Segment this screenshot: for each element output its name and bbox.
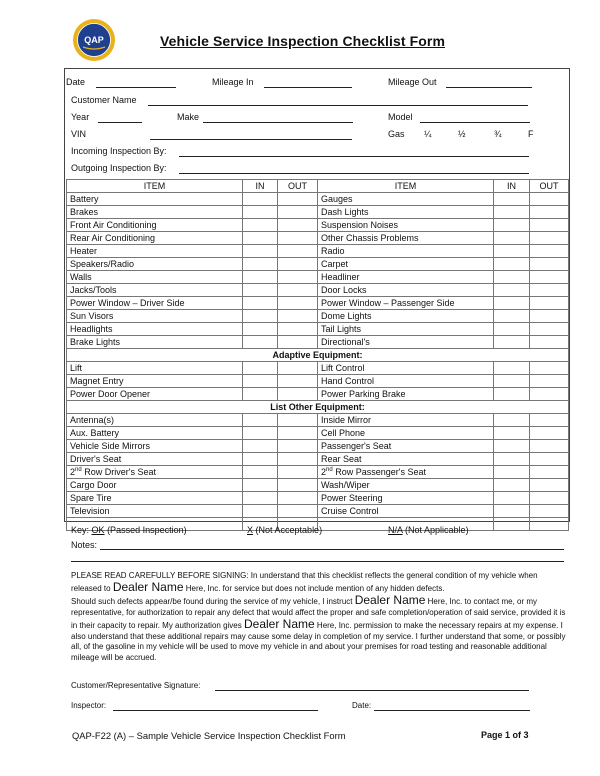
check-in-left[interactable] [243,336,278,349]
check-out-left[interactable] [278,414,318,427]
item-right: Suspension Noises [318,219,494,232]
check-in-left[interactable] [243,492,278,505]
col-out-left: OUT [278,180,318,193]
check-in-left[interactable] [243,427,278,440]
check-in-left[interactable] [243,271,278,284]
model-field[interactable] [420,114,530,123]
item-label: Row Driver's Seat [84,467,156,477]
check-in-left[interactable] [243,284,278,297]
check-in-right[interactable] [494,323,530,336]
item-right: Other Chassis Problems [318,232,494,245]
table-row [67,310,569,323]
table-row [67,323,569,336]
incoming-label: Incoming Inspection By: [71,146,167,156]
check-in-right[interactable] [494,310,530,323]
check-in-left[interactable] [243,245,278,258]
item-right: Door Locks [318,284,494,297]
mileage-in-label: Mileage In [212,77,254,87]
check-in-left[interactable] [243,466,278,479]
col-in-right: IN [494,180,530,193]
check-in-right[interactable] [494,219,530,232]
dealer-name-1: Dealer Name [112,579,184,594]
key-ok-desc: (Passed Inspection) [107,525,187,535]
item-right: Dash Lights [318,206,494,219]
check-out-left[interactable] [278,310,318,323]
mileage-out-label: Mileage Out [388,77,437,87]
check-in-left[interactable] [243,193,278,206]
dealer-name-3: Dealer Name [243,616,315,631]
table-row [67,245,569,258]
customer-signature-line[interactable] [215,690,529,691]
item-label: Row Passenger's Seat [335,467,426,477]
table-row [67,479,569,492]
inspector-line[interactable] [113,710,318,711]
check-in-right[interactable] [494,336,530,349]
check-in-left[interactable] [243,375,278,388]
col-in-left: IN [243,180,278,193]
check-in-right[interactable] [494,492,530,505]
check-out-right[interactable] [530,323,569,336]
table-row [67,258,569,271]
item-left: Rear Air Conditioning [67,232,243,245]
gas-label: Gas [388,129,405,139]
check-in-right[interactable] [494,297,530,310]
check-out-right[interactable] [530,271,569,284]
table-row [67,284,569,297]
item-right: Directional's [318,336,494,349]
check-in-right[interactable] [494,362,530,375]
notes-label: Notes: [71,540,98,550]
customer-signature-label: Customer/Representative Signature: [71,681,201,690]
year-label: Year [71,112,90,122]
check-out-left[interactable] [278,206,318,219]
model-label: Model [388,112,413,122]
check-out-left[interactable] [278,336,318,349]
item-left: Driver's Seat [67,453,243,466]
key-legend [71,525,187,535]
item-left: Front Air Conditioning [67,219,243,232]
check-out-left[interactable] [278,258,318,271]
check-out-right[interactable] [530,453,569,466]
notes-line-2[interactable] [71,561,564,562]
check-in-left[interactable] [243,440,278,453]
gas-full[interactable]: F [528,129,534,139]
page-title: Vehicle Service Inspection Checklist Form [160,33,445,49]
ordinal-suffix: nd [75,467,82,473]
check-in-left[interactable] [243,206,278,219]
check-in-left[interactable] [243,362,278,375]
item-left: 2nd Row Driver's Seat [67,466,243,479]
check-in-right[interactable] [494,375,530,388]
col-item-left: ITEM [67,180,243,193]
check-out-left[interactable] [278,388,318,401]
outgoing-label: Outgoing Inspection By: [71,163,167,173]
check-in-right[interactable] [494,271,530,284]
table-row [67,427,569,440]
item-left: Battery [67,193,243,206]
check-in-right[interactable] [494,193,530,206]
legal-p2b: Here, Inc. to contact me, or my representative, for authorization to repair any defect that would affect the proper and safe completion/operation of said service, provided it is in their capacity to repair. My authorization gives [71,596,566,630]
check-in-right[interactable] [494,505,530,518]
check-out-right[interactable] [530,414,569,427]
table-row [67,232,569,245]
check-out-right[interactable] [530,258,569,271]
check-out-left[interactable] [278,271,318,284]
check-in-right[interactable] [494,206,530,219]
item-right: Inside Mirror [318,414,494,427]
check-out-left[interactable] [278,219,318,232]
legal-p1a: PLEASE READ CAREFULLY BEFORE SIGNING: In understand that this checklist reflects the general condition of my vehicle when released to [71,571,538,593]
key-ok: OK [91,525,105,535]
table-row [67,414,569,427]
item-left: Brake Lights [67,336,243,349]
incoming-field[interactable] [179,148,529,157]
check-out-right[interactable] [530,284,569,297]
table-row [67,453,569,466]
check-out-right[interactable] [530,206,569,219]
date-signature-label: Date: [352,701,372,710]
check-out-left[interactable] [278,193,318,206]
table-row [67,219,569,232]
other-title: List Other Equipment: [67,401,569,414]
date-signature-line[interactable] [374,710,530,711]
qap-logo [72,18,116,62]
check-in-right[interactable] [494,245,530,258]
check-out-left[interactable] [278,479,318,492]
make-field[interactable] [203,114,353,123]
gas-quarter[interactable]: ¼ [424,129,432,139]
item-right: Cruise Control [318,505,494,518]
item-left: Power Window – Driver Side [67,297,243,310]
check-in-left[interactable] [243,219,278,232]
item-right: Cell Phone [318,427,494,440]
check-in-left[interactable] [243,323,278,336]
year-field[interactable] [98,114,142,123]
item-left: Television [67,505,243,518]
adaptive-section [67,349,569,362]
check-out-right[interactable] [530,336,569,349]
check-out-right[interactable] [530,440,569,453]
vin-field[interactable] [150,131,352,140]
check-out-left[interactable] [278,440,318,453]
mileage-in-field[interactable] [264,79,352,88]
item-left: Speakers/Radio [67,258,243,271]
ordinal-suffix: nd [326,467,333,473]
check-out-left[interactable] [278,492,318,505]
key-label: Key: [71,525,90,535]
inspection-table [66,179,569,531]
item-right: Headliner [318,271,494,284]
check-in-right[interactable] [494,232,530,245]
blank-cell[interactable] [494,518,530,531]
footer-page-number: Page 1 of 3 [481,730,529,740]
gas-half[interactable]: ½ [458,129,466,139]
customer-name-field[interactable] [148,97,528,106]
check-out-right[interactable] [530,427,569,440]
legal-p2a: Should such defects appear/be found during the service of my vehicle, I instruct [71,596,355,606]
check-out-left[interactable] [278,453,318,466]
gas-three-quarter[interactable]: ¾ [494,129,502,139]
check-out-left[interactable] [278,466,318,479]
check-in-left[interactable] [243,414,278,427]
check-out-right[interactable] [530,219,569,232]
check-in-right[interactable] [494,388,530,401]
key-x-desc: (Not Acceptable) [255,525,323,535]
table-row [67,297,569,310]
item-right: Carpet [318,258,494,271]
check-out-left[interactable] [278,375,318,388]
table-row [67,466,569,479]
table-row [67,206,569,219]
logo-text: QAP [84,35,104,45]
check-in-left[interactable] [243,479,278,492]
item-left: Vehicle Side Mirrors [67,440,243,453]
item-left: Walls [67,271,243,284]
check-out-right[interactable] [530,310,569,323]
item-left: Heater [67,245,243,258]
item-right: Wash/Wiper [318,479,494,492]
check-out-left[interactable] [278,284,318,297]
other-section [67,401,569,414]
check-in-right[interactable] [494,453,530,466]
check-out-left[interactable] [278,427,318,440]
notes-line-1[interactable] [100,549,564,550]
check-out-right[interactable] [530,375,569,388]
table-row [67,336,569,349]
check-out-right[interactable] [530,193,569,206]
item-right: Gauges [318,193,494,206]
key-na-desc: (Not Applicable) [405,525,469,535]
check-out-left[interactable] [278,297,318,310]
check-in-left[interactable] [243,297,278,310]
item-left: Magnet Entry [67,375,243,388]
check-in-right[interactable] [494,440,530,453]
table-row [67,492,569,505]
legal-text [71,571,567,664]
dealer-name-2: Dealer Name [354,592,426,607]
check-out-right[interactable] [530,232,569,245]
check-in-left[interactable] [243,505,278,518]
check-out-right[interactable] [530,297,569,310]
form-header [66,72,566,176]
make-label: Make [177,112,200,122]
key-na: N/A [388,525,403,535]
check-out-right[interactable] [530,388,569,401]
item-left: Spare Tire [67,492,243,505]
inspector-label: Inspector: [71,701,107,710]
check-out-left[interactable] [278,323,318,336]
item-right: 2nd Row Passenger's Seat [318,466,494,479]
item-right: Hand Control [318,375,494,388]
table-row [67,193,569,206]
item-right: Lift Control [318,362,494,375]
item-left: Cargo Door [67,479,243,492]
item-right: Tail Lights [318,323,494,336]
table-header-row [67,180,569,193]
check-out-left[interactable] [278,505,318,518]
check-in-left[interactable] [243,310,278,323]
item-right: Passenger's Seat [318,440,494,453]
check-in-right[interactable] [494,258,530,271]
other-items-body [67,414,569,518]
item-left: Brakes [67,206,243,219]
check-in-left[interactable] [243,453,278,466]
key-x-group [247,525,322,535]
date-field[interactable] [96,79,176,88]
legal-p1b: Here, Inc. for service but does not include mention of any hidden defects. [183,583,445,593]
legal-p2c: Here, Inc. permission to make the necessary repairs at my expense. I also understand that these additional repairs may cause some delay in completion of my service. I further understand that some, or possibly all, of the gasoline in my vehicle will be used to move my vehicle in and about your premises for road testing and reasonable additional mileage will be accrued. [71,620,566,663]
check-in-right[interactable] [494,427,530,440]
adaptive-items-body [67,362,569,401]
key-x: X [247,525,254,535]
table-row [67,362,569,375]
check-out-right[interactable] [530,245,569,258]
table-row [67,375,569,388]
table-row [67,271,569,284]
table-row [67,440,569,453]
check-in-right[interactable] [494,284,530,297]
footer-form-id: QAP-F22 (A) – Sample Vehicle Service Inspection Checklist Form [72,730,346,741]
mileage-out-field[interactable] [446,79,532,88]
col-item-right: ITEM [318,180,494,193]
check-out-left[interactable] [278,232,318,245]
check-out-left[interactable] [278,245,318,258]
main-items-body [67,193,569,349]
item-left: Antenna(s) [67,414,243,427]
check-in-left[interactable] [243,258,278,271]
col-out-right: OUT [530,180,569,193]
item-right: Rear Seat [318,453,494,466]
check-out-right[interactable] [530,466,569,479]
check-in-right[interactable] [494,466,530,479]
item-right: Power Window – Passenger Side [318,297,494,310]
check-out-right[interactable] [530,479,569,492]
check-out-left[interactable] [278,362,318,375]
check-out-right[interactable] [530,505,569,518]
item-left: Aux. Battery [67,427,243,440]
outgoing-field[interactable] [179,165,529,174]
vin-label: VIN [71,129,87,139]
adaptive-title: Adaptive Equipment: [67,349,569,362]
check-in-left[interactable] [243,232,278,245]
check-out-right[interactable] [530,362,569,375]
item-right: Power Parking Brake [318,388,494,401]
check-in-left[interactable] [243,388,278,401]
key-na-group [388,525,469,535]
item-right: Dome Lights [318,310,494,323]
date-label: Date [66,77,86,87]
table-row [67,388,569,401]
check-in-right[interactable] [494,479,530,492]
item-left: Lift [67,362,243,375]
item-left: Jacks/Tools [67,284,243,297]
check-in-right[interactable] [494,414,530,427]
customer-name-label: Customer Name [71,95,137,105]
item-right: Radio [318,245,494,258]
item-left: Sun Visors [67,310,243,323]
check-out-right[interactable] [530,492,569,505]
table-row [67,505,569,518]
item-right: Power Steering [318,492,494,505]
blank-cell[interactable] [530,518,569,531]
item-left: Headlights [67,323,243,336]
item-left: Power Door Opener [67,388,243,401]
